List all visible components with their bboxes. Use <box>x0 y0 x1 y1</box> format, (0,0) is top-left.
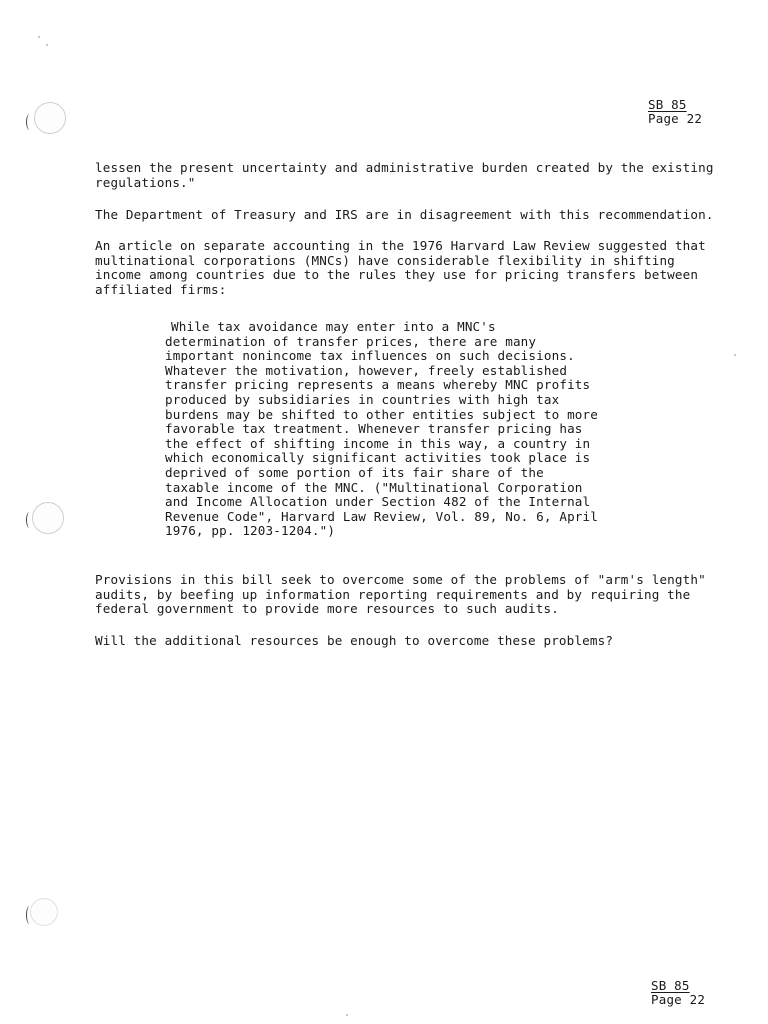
header-bill-number: SB 85 <box>648 97 687 112</box>
quote-line: the effect of shifting income in this way, a country in <box>165 435 591 451</box>
block-quote <box>165 319 598 539</box>
footer-page-reference <box>651 979 705 1007</box>
quote-line: favorable tax treatment. Whenever transfer pricing has <box>165 421 583 437</box>
text-line: lessen the present uncertainty and administrative burden created by the existing <box>95 160 714 175</box>
quote-line: deprived of some portion of its fair share of the <box>165 464 544 480</box>
footer-page-number: Page 22 <box>651 992 706 1007</box>
text-line: The Department of Treasury and IRS are in disagreement with this recommendation. <box>95 207 714 222</box>
quote-line: produced by subsidiaries in countries with high tax <box>165 391 560 407</box>
quote-line: which economically significant activities took place is <box>165 450 591 466</box>
quote-line: Whatever the motivation, however, freely established <box>165 362 568 378</box>
paragraph-question <box>95 634 707 649</box>
text-line: affiliated firms: <box>95 281 227 297</box>
scan-speck <box>38 36 40 38</box>
quote-line: taxable income of the MNC. ("Multinational Corporation <box>165 479 583 495</box>
quote-line: Revenue Code", Harvard Law Review, Vol. 89, No. 6, April <box>165 508 598 524</box>
quote-line: important nonincome tax influences on such decisions. <box>165 348 575 364</box>
punch-hole-top <box>34 102 66 134</box>
quote-line: While tax avoidance may enter into a MNC's <box>171 319 496 334</box>
text-line: multinational corporations (MNCs) have considerable flexibility in shifting <box>95 252 675 268</box>
text-line: Provisions in this bill seek to overcome some of the problems of "arm's length" <box>95 572 706 587</box>
punch-hole-top-shadow <box>26 114 33 130</box>
text-line: income among countries due to the rules they use for pricing transfers between <box>95 267 699 283</box>
quote-line: burdens may be shifted to other entities subject to more <box>165 406 598 422</box>
text-line: Will the additional resources be enough to overcome these problems? <box>95 633 614 648</box>
text-line: federal government to provide more resources to such audits. <box>95 601 559 617</box>
footer-bill-number: SB 85 <box>651 978 690 993</box>
paragraph-regulations <box>95 160 714 190</box>
header-page-reference <box>648 98 702 126</box>
header-page-number: Page 22 <box>648 111 703 126</box>
quote-line: determination of transfer prices, there are many <box>165 333 537 349</box>
paragraph-harvard-article <box>95 239 707 297</box>
text-line: regulations." <box>95 174 196 190</box>
punch-hole-middle <box>32 502 64 534</box>
punch-hole-bottom <box>30 898 58 926</box>
scan-speck <box>734 354 736 356</box>
paragraph-provisions <box>95 573 707 617</box>
punch-hole-bottom-shadow <box>26 906 33 924</box>
scan-speck <box>46 44 48 46</box>
quote-line: and Income Allocation under Section 482 of the Internal <box>165 494 591 510</box>
quote-line: 1976, pp. 1203-1204.") <box>165 523 336 539</box>
text-line: An article on separate accounting in the 1976 Harvard Law Review suggested that <box>95 238 706 253</box>
punch-hole-middle-shadow <box>26 512 33 528</box>
quote-line: transfer pricing represents a means whereby MNC profits <box>165 377 591 393</box>
scan-speck <box>346 1014 348 1016</box>
paragraph-treasury-disagreement <box>95 207 714 223</box>
text-line: audits, by beefing up information reporting requirements and by requiring the <box>95 586 691 602</box>
